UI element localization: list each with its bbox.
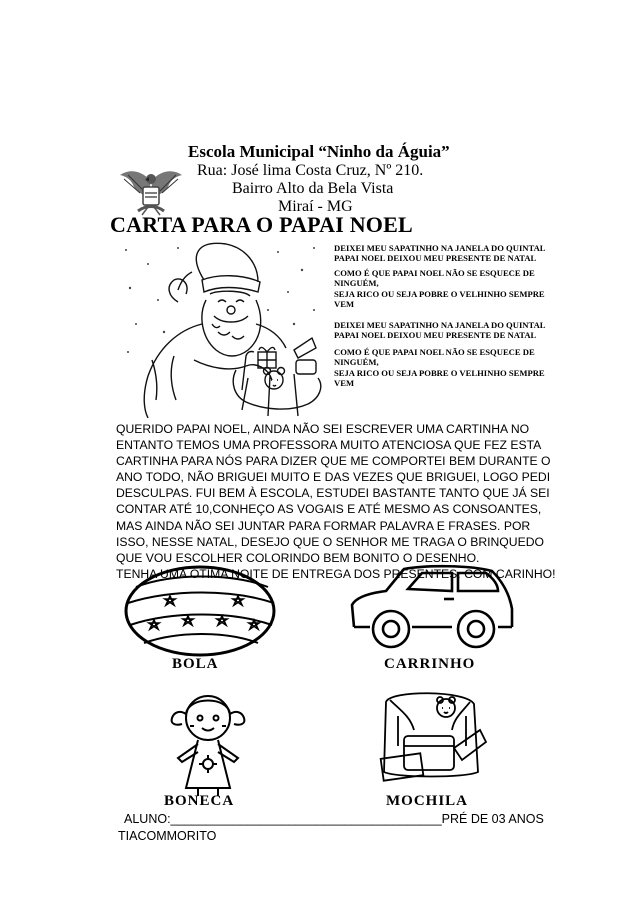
teacher-name: TIACOMMORITO (118, 829, 217, 843)
school-street: Rua: José lima Costa Cruz, Nº 210. (197, 162, 424, 179)
letter-line: ISSO, NESSE NATAL, DESEJO QUE O SENHOR ME TRAGA O BRINQUEDO (116, 534, 544, 549)
school-name: Escola Municipal “Ninho da Águia” (188, 142, 450, 161)
letter-line: QUE VOU ESCOLHER COLORINDO BEM BONITO O DESENHO. (116, 550, 480, 565)
letter-line: DESCULPAS. FUI BEM À ESCOLA, ESTUDEI BASTANTE TANTO QUE JÁ SEI (116, 486, 550, 501)
school-district: Bairro Alto da Bela Vista (232, 180, 394, 197)
car-caption: CARRINHO (384, 656, 476, 672)
letter-line: ENTANTO TEMOS UMA PROFESSORA MUITO ATENCIOSA QUE FEZ ESTA (116, 438, 542, 453)
verse-4: COMO É QUE PAPAI NOEL NÃO SE ESQUECE DE NINGUÉM, SEJA RICO OU SEJA POBRE O VELHINHO SEMPRE VEM (334, 347, 545, 388)
letter-line: TENHA UMA ÓTIMA NOITE DE ENTREGA DOS PRESENTES. COM CARINHO! (116, 566, 556, 581)
letter-line: ANO TODO, NÃO BRIGUEI MUITO E DAS VEZES QUE BRIGUEI, LOGO PEDI (116, 470, 551, 485)
eagle-crest-icon (118, 163, 184, 219)
school-city: Miraí - MG (278, 198, 353, 215)
car-drawing (346, 563, 518, 653)
letter-line: QUERIDO PAPAI NOEL, AINDA NÃO SEI ESCREVER UMA CARTINHA NO (116, 422, 530, 436)
letter-body (116, 421, 576, 582)
doll-drawing (158, 688, 258, 798)
student-line: ALUNO:_______________________________________PRÉ DE 03 ANOS (124, 812, 544, 826)
page-title: CARTA PARA O PAPAI NOEL (110, 212, 413, 237)
ball-drawing (122, 563, 282, 659)
doll-caption: BONECA (164, 793, 235, 809)
ball-caption: BOLA (172, 656, 219, 672)
santa-claus-drawing (118, 240, 324, 418)
letter-line: CARTINHA PARA NÓS PARA DIZER QUE ME COMPORTEI BEM DURANTE O (116, 454, 551, 469)
backpack-caption: MOCHILA (386, 793, 468, 809)
letter-line: CONTAR ATÉ 10,CONHEÇO AS VOGAIS E ATÉ MESMO AS CONSOANTES, (116, 502, 542, 517)
backpack-drawing (370, 686, 492, 790)
verse-2: COMO É QUE PAPAI NOEL NÃO SE ESQUECE DE NINGUÉM, SEJA RICO OU SEJA POBRE O VELHINHO SEMPRE VEM (334, 268, 545, 309)
verse-3: DEIXEI MEU SAPATINHO NA JANELA DO QUINTAL PAPAI NOEL DEIXOU MEU PRESENTE DE NATAL (334, 320, 546, 341)
letter-line: MAS AINDA NÃO SEI JUNTAR PARA FORMAR PALAVRA E FRASES. POR (116, 518, 531, 533)
verse-1: DEIXEI MEU SAPATINHO NA JANELA DO QUINTAL PAPAI NOEL DEIXOU MEU PRESENTE DE NATAL (334, 243, 546, 264)
